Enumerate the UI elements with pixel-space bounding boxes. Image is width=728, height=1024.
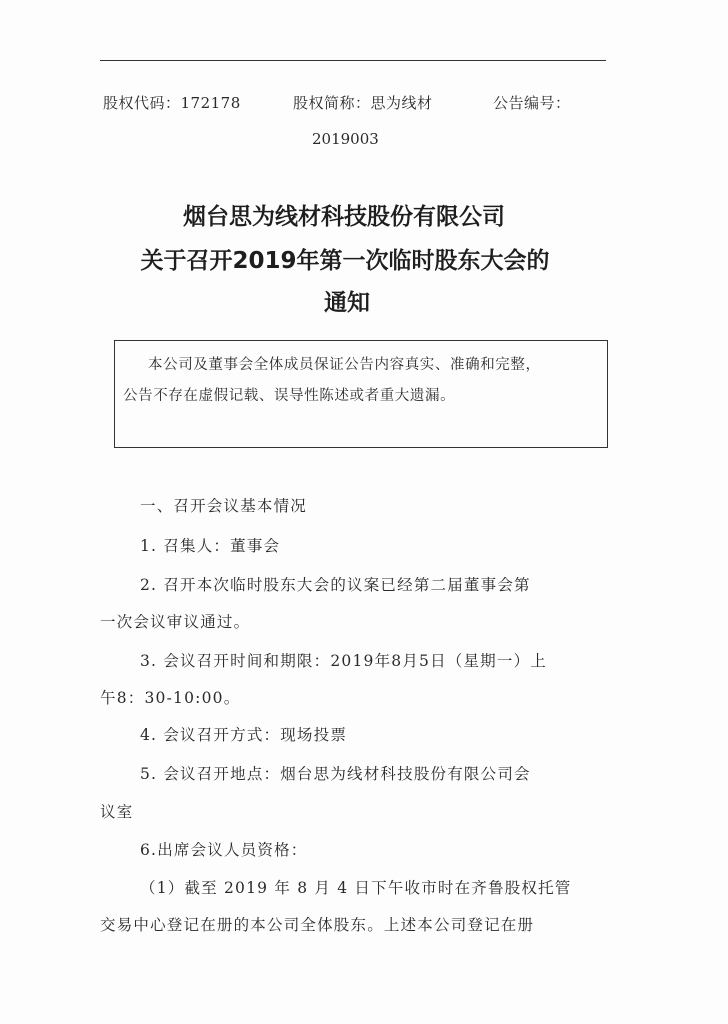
guarantee-statement-line-1: 本公司及董事会全体成员保证公告内容真实、准确和完整， [148, 357, 541, 373]
guarantee-statement-line-2: 公告不存在虚假记载、误导性陈述或者重大遗漏。 [123, 388, 456, 404]
announcement-header [103, 92, 571, 113]
notice-number-label: 公告编号： [493, 94, 571, 112]
document-title-line-1: 烟台思为线材科技股份有限公司 [183, 204, 505, 230]
document-title-line-3: 通知 [324, 290, 370, 316]
item-location-line-2: 议室 [100, 803, 134, 821]
item-attendee-qualification: 6.出席会议人员资格： [140, 841, 308, 859]
guarantee-statement-box [114, 340, 608, 448]
item-shareholders-line-1: （1）截至 2019 年 8 月 4 日下午收市时在齐鲁股权托管 [140, 879, 572, 897]
item-proposal-line-1: 2. 召开本次临时股东大会的议案已经第二届董事会第 [140, 576, 531, 594]
header-rule [100, 60, 606, 61]
item-time-line-1: 3. 会议召开时间和期限：2019年8月5日（星期一）上 [140, 652, 547, 670]
item-proposal-line-2: 一次会议审议通过。 [100, 613, 251, 631]
item-shareholders-line-2: 交易中心登记在册的本公司全体股东。上述本公司登记在册 [100, 916, 535, 934]
section-heading: 一、召开会议基本情况 [140, 497, 308, 515]
item-method: 4. 会议召开方式：现场投票 [140, 726, 348, 744]
document-title-line-2: 关于召开2019年第一次临时股东大会的 [140, 248, 550, 274]
equity-code: 股权代码：172178 [103, 94, 241, 112]
item-time-line-2: 午8：30-10:00。 [100, 689, 241, 707]
item-convener: 1. 召集人：董事会 [140, 537, 281, 555]
equity-abbreviation: 股权简称：思为线材 [293, 94, 433, 112]
item-location-line-1: 5. 会议召开地点：烟台思为线材科技股份有限公司会 [140, 765, 531, 783]
notice-number: 2019003 [312, 130, 379, 148]
